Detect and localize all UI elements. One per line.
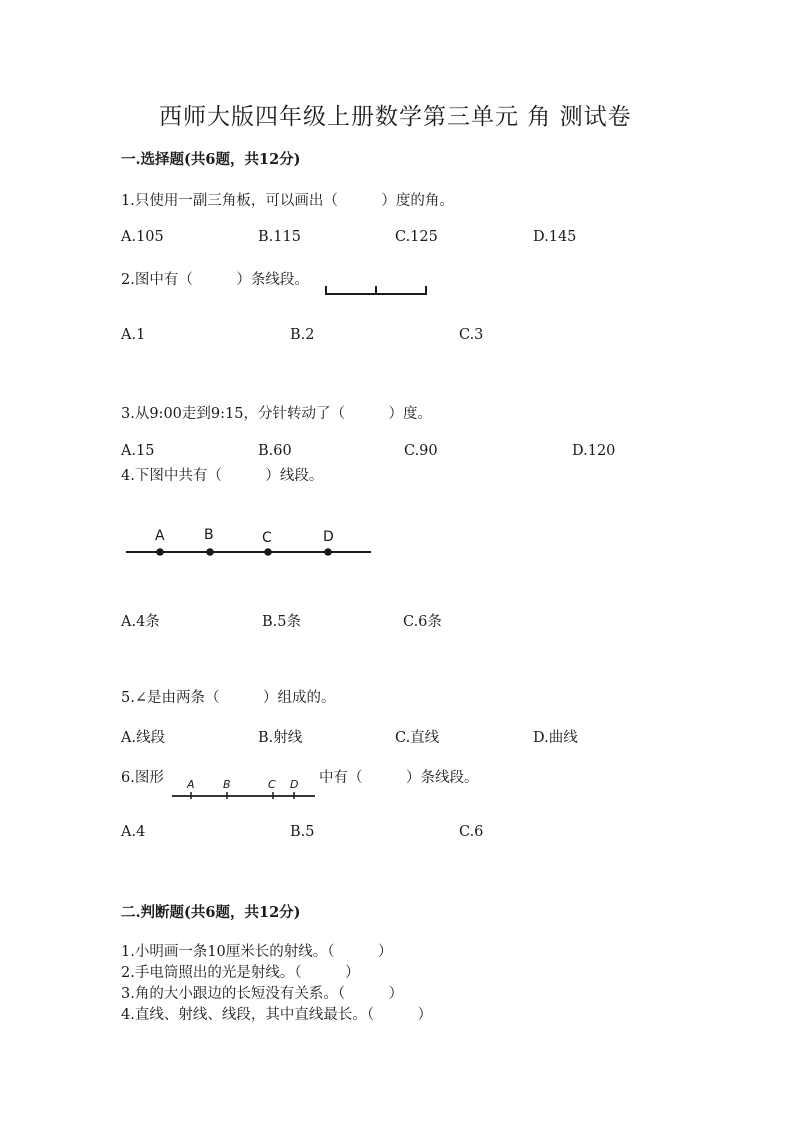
q1-option-d[interactable]: D.145 (533, 229, 577, 245)
question-6-suffix: 中有（ ）条线段。 (319, 770, 479, 786)
q4-option-a[interactable]: A.4条 (121, 614, 160, 630)
q1-option-b[interactable]: B.115 (258, 229, 301, 245)
q5-option-d[interactable]: D.曲线 (533, 730, 578, 746)
section-heading-judgement: 二.判断题(共6题，共12分) (121, 904, 301, 921)
question-2: 2.图中有（ ）条线段。 (121, 272, 309, 288)
q1-option-a[interactable]: A.105 (121, 229, 164, 245)
q2-option-b[interactable]: B.2 (290, 327, 315, 343)
judgement-item-3: 3.角的大小跟边的长短没有关系。（ ） (121, 986, 404, 1002)
q2-option-c[interactable]: C.3 (459, 327, 484, 343)
q4-label-a: A (155, 528, 165, 544)
q4-line-figure (120, 520, 380, 565)
q4-option-c[interactable]: C.6条 (403, 614, 442, 630)
judgement-item-1: 1.小明画一条10厘米长的射线。（ ） (121, 944, 393, 960)
q6-label-c: C (268, 778, 276, 791)
question-5: 5.∠是由两条（ ）组成的。 (121, 690, 336, 706)
q3-option-a[interactable]: A.15 (121, 443, 155, 459)
q4-option-b[interactable]: B.5条 (262, 614, 301, 630)
section-heading-choice: 一.选择题(共6题，共12分) (121, 151, 301, 168)
q4-point-d (324, 548, 332, 556)
q3-option-c[interactable]: C.90 (404, 443, 438, 459)
page-title: 西师大版四年级上册数学第三单元 角 测试卷 (159, 104, 632, 130)
judgement-item-4: 4.直线、射线、线段，其中直线最长。（ ） (121, 1007, 433, 1023)
q1-option-c[interactable]: C.125 (395, 229, 438, 245)
q4-point-b (206, 548, 214, 556)
q2-option-a[interactable]: A.1 (121, 327, 146, 343)
q6-option-a[interactable]: A.4 (121, 824, 146, 840)
q4-label-c: C (262, 530, 272, 546)
question-1: 1.只使用一副三角板，可以画出（ ）度的角。 (121, 193, 454, 209)
q6-option-b[interactable]: B.5 (290, 824, 315, 840)
q6-label-b: B (223, 778, 231, 791)
q3-option-b[interactable]: B.60 (258, 443, 292, 459)
q4-label-b: B (204, 527, 214, 543)
q2-segment-figure (322, 282, 432, 302)
question-6-prefix: 6.图形 (121, 770, 164, 786)
q4-point-c (264, 548, 272, 556)
q6-line-figure (170, 774, 320, 804)
judgement-item-2: 2.手电筒照出的光是射线。（ ） (121, 965, 360, 981)
question-3: 3.从9:00走到9:15，分针转动了（ ）度。 (121, 406, 432, 422)
q6-label-a: A (187, 778, 195, 791)
q4-label-d: D (323, 529, 334, 545)
q6-option-c[interactable]: C.6 (459, 824, 484, 840)
q5-option-c[interactable]: C.直线 (395, 730, 440, 746)
q6-label-d: D (290, 778, 299, 791)
q5-option-a[interactable]: A.线段 (121, 730, 166, 746)
q3-option-d[interactable]: D.120 (572, 443, 616, 459)
q4-point-a (156, 548, 164, 556)
question-4: 4.下图中共有（ ）线段。 (121, 468, 324, 484)
q5-option-b[interactable]: B.射线 (258, 730, 303, 746)
